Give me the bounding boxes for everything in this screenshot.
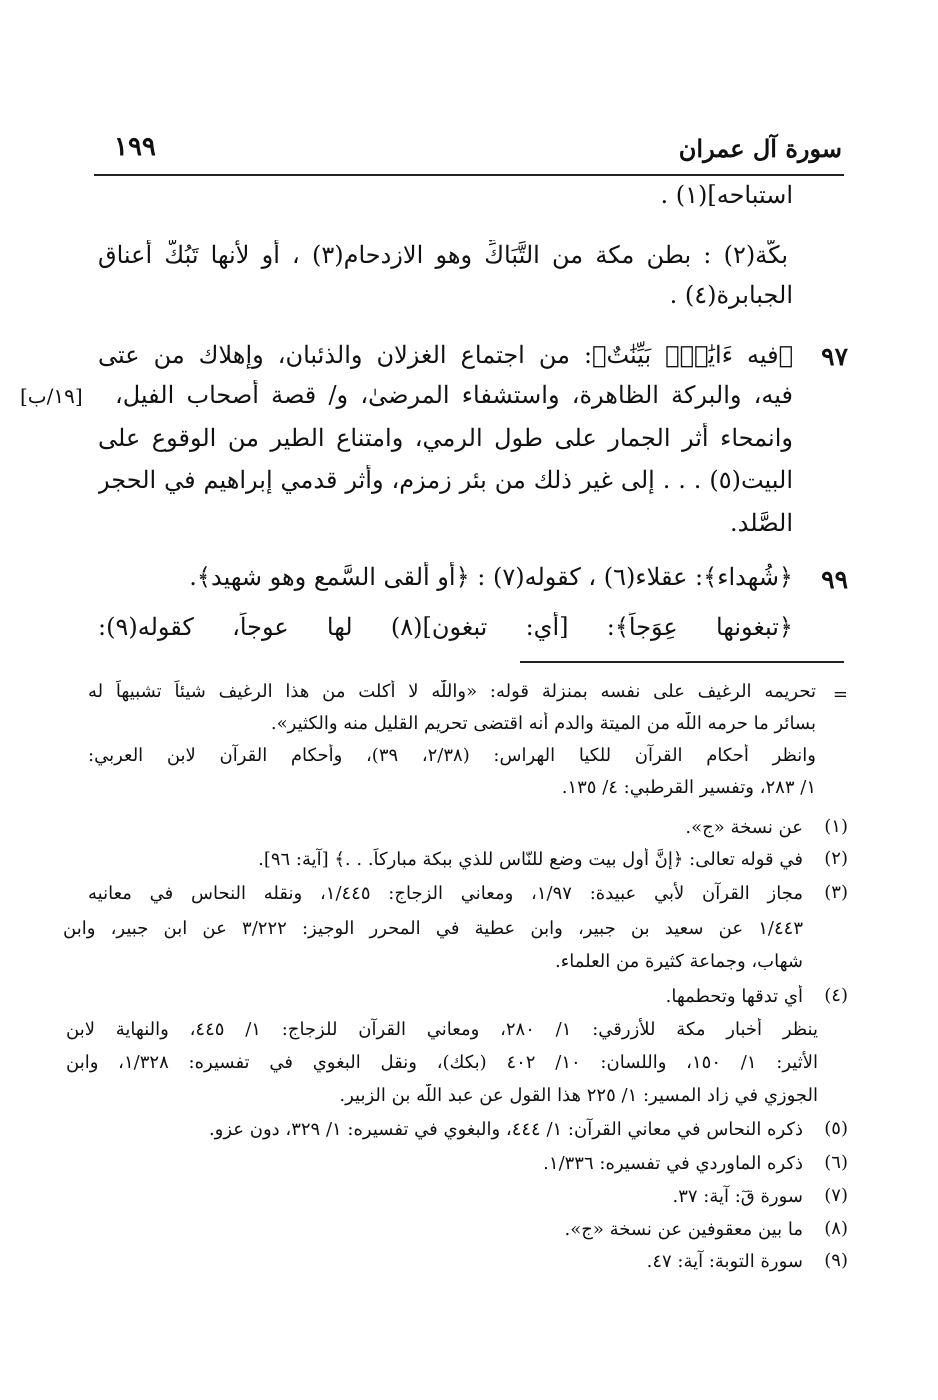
verse-number: ٩٧ [821,342,848,371]
footnote-line: ذكره الماوردي في تفسيره: ١/٣٣٦. [543,1153,803,1174]
footnote-line: أي تدقها وتحطمها. [665,986,803,1007]
main-line: البيت(٥) . . . إلى غير ذلك من بئر زمزم، وأثر قدمي إبراهيم في الحجر [98,466,793,494]
footnote-line: ينظر أخبار مكة للأزرقي: ١/ ٢٨٠، ومعاني القرآن للزجاج: ١/ ٤٤٥، والنهاية لابن [66,1019,818,1040]
footnote-number: (٤) [824,985,848,1006]
footnote-line: ما بين معقوفين عن نسخة «ج». [564,1219,803,1240]
footnote-line: تحريمه الرغيف على نفسه بمنزلة قوله: «واللّٰه لا أكلت من هذا الرغيف شيئاً تشبيهاً له [88,681,816,702]
footnote-line: الجوزي في زاد المسير: ١/ ٢٢٥ هذا القول عن عبد اللّٰه بن الزبير. [339,1085,818,1106]
footnote-number: (٨) [824,1218,848,1239]
running-title: سورة آل عمران [678,134,842,163]
footnote-line: بسائر ما حرمه اللّٰه من الميتة والدم أنه اقتضى تحريم القليل منه والكثير». [270,713,816,734]
footnote-line: شهاب، وجماعة كثيرة من العلماء. [555,951,803,972]
footnote-line: مجاز القرآن لأبي عبيدة: ١/٩٧، ومعاني الزجاج: ١/٤٤٥، ونقله النحاس في معانيه [88,883,803,904]
main-line: الجبابرة(٤) . [669,281,793,309]
folio-margin-note: [١٩/ب] [20,384,83,408]
footnote-line: ١/٤٤٣ عن سعيد بن جبير، وابن عطية في المحرر الوجيز: ٣/٢٢٢ عن ابن جبير، وابن [63,918,803,939]
footnote-number: (٩) [824,1250,848,1271]
main-line: ﴿فيه ءَايَٰتُۢ بَيِّنَٰتٌ﴾: من اجتماع الغزلان والذئبان، وإهلاك من عتى [98,341,793,369]
footnote-line: سورة التوبة: آية: ٤٧. [646,1251,803,1272]
footnote-number: (١) [824,816,848,837]
main-line: ﴿شُهداء﴾: عقلاء(٦) ، كقوله(٧) : ﴿أو ألقى السَّمع وهو شهيد﴾. [189,563,793,591]
footnote-line: عن نسخة «ج». [685,817,803,838]
footnote-number: (٦) [824,1152,848,1173]
main-line: الصَّلد. [730,509,793,537]
footnote-line: في قوله تعالى: ﴿إنَّ أول بيت وضع للنّاس للذي ببكة مباركاً. . .﴾ [آية: ٩٦]. [258,849,803,870]
page-number: ١٩٩ [114,132,156,162]
footnote-rule [520,661,844,663]
footnote-line: الأثير: ١/ ١٥٠، واللسان: ١٠/ ٤٠٢ (بكك)، ونقل البغوي في تفسيره: ١/٣٢٨، وابن [66,1052,818,1073]
main-line: استباحه](١) . [660,181,793,209]
footnote-line: وانظر أحكام القرآن للكيا الهراس: (٢/٣٨، ٣٩)، وأحكام القرآن لابن العربي: [88,745,816,766]
footnote-number: (٢) [824,848,848,869]
continuation-mark: = [832,684,848,705]
verse-number: ٩٩ [821,565,848,594]
footnote-line: سورة قٓ: آية: ٣٧. [672,1186,803,1207]
main-line: وانمحاء أثر الجمار على طول الرمي، وامتناع الطير من الوقوع على [98,424,793,452]
page-header [94,128,844,172]
main-line: بكّة(٢) : بطن مكة من التَّبَاكِّ وهو الازدحام(٣) ، أو لأنها تَبُكُّ أعناق [98,241,788,269]
main-line: ﴿تبغونها عِوَجاً﴾: [أي: تبغون](٨) لها عوجاً، كقوله(٩): [98,613,793,641]
footnote-number: (٣) [824,882,848,903]
footnote-line: ذكره النحاس في معاني القرآن: ١/ ٤٤٤، والبغوي في تفسيره: ١/ ٣٢٩، دون عزو. [208,1119,803,1140]
main-line: فيه، والبركة الظاهرة، واستشفاء المرضىٰ، و/ قصة أصحاب الفيل، [115,381,793,409]
footnote-number: (٥) [824,1118,848,1139]
header-rule [94,174,844,176]
footnote-line: ١/ ٢٨٣، وتفسير القرطبي: ٤/ ١٣٥. [561,777,816,798]
footnote-number: (٧) [824,1185,848,1206]
